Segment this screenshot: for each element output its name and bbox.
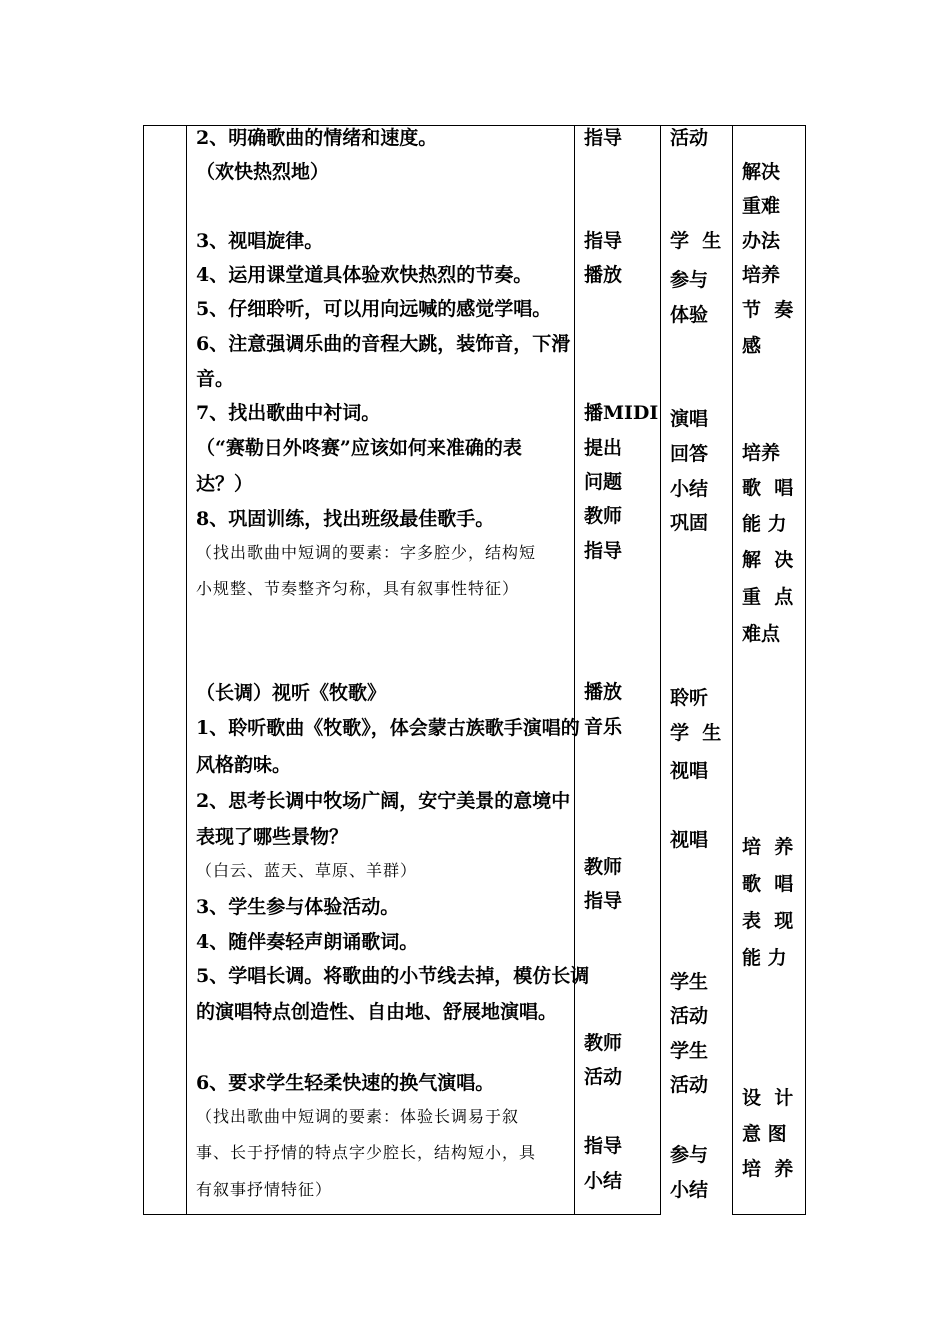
content-note: 小规整、节奏整齐匀称，具有叙事性特征）: [196, 579, 520, 598]
teacher-item: 提出: [584, 437, 623, 459]
intent-item: 意 图: [742, 1123, 787, 1145]
intent-item: 能 力: [742, 947, 787, 969]
teacher-item: 播MIDI: [584, 402, 659, 424]
column-divider-4: [732, 125, 733, 1215]
content-line: 达？）: [196, 473, 254, 495]
intent-item: 培 养: [742, 836, 794, 858]
student-item: 学生: [670, 971, 709, 993]
intent-item: 设 计: [742, 1087, 794, 1109]
content-line: 音。: [196, 368, 235, 390]
intent-item: 培养: [742, 442, 781, 464]
student-item: 学 生: [670, 722, 722, 744]
teacher-item: 播放: [584, 264, 623, 286]
student-item: 学生: [670, 1040, 709, 1062]
intent-item: 解 决: [742, 549, 794, 571]
content-line: （“赛勒日外咚赛”应该如何来准确的表: [196, 437, 522, 459]
intent-item: 解决: [742, 161, 781, 183]
intent-item: 节 奏: [742, 299, 794, 321]
student-item: 体验: [670, 304, 709, 326]
table-border-bottom-right: [732, 1214, 806, 1215]
student-item: 参与: [670, 1144, 709, 1166]
student-item: 聆听: [670, 687, 709, 709]
intent-item: 培养: [742, 264, 781, 286]
intent-item: 能 力: [742, 513, 787, 535]
intent-item: 难点: [742, 623, 781, 645]
student-item: 巩固: [670, 512, 709, 534]
student-item: 学 生: [670, 230, 722, 252]
teacher-item: 指导: [584, 127, 623, 149]
content-line: 4、运用课堂道具体验欢快热烈的节奏。: [196, 264, 533, 286]
column-divider-1: [186, 125, 187, 1215]
teacher-item: 教师: [584, 505, 623, 527]
intent-item: 重 点: [742, 586, 794, 608]
content-note: 事、长于抒情的特点字少腔长，结构短小，具: [196, 1143, 537, 1162]
content-line: 3、视唱旋律。: [196, 230, 324, 252]
content-line: 表现了哪些景物？: [196, 826, 349, 848]
student-item: 活动: [670, 1005, 709, 1027]
table-border-right: [805, 125, 806, 1215]
teacher-item: 指导: [584, 540, 623, 562]
teacher-item: 音乐: [584, 716, 623, 738]
content-line: （欢快热烈地）: [196, 161, 330, 183]
teacher-item: 小结: [584, 1170, 623, 1192]
intent-item: 歌 唱: [742, 873, 794, 895]
teacher-item: 教师: [584, 856, 623, 878]
content-line: 1、聆听歌曲《牧歌》，体会蒙古族歌手演唱的: [196, 717, 580, 739]
intent-item: 重难: [742, 195, 781, 217]
student-item: 视唱: [670, 760, 709, 782]
content-line: 的演唱特点创造性、自由地、舒展地演唱。: [196, 1001, 558, 1023]
table-border-bottom-left: [143, 1214, 661, 1215]
intent-item: 歌 唱: [742, 477, 794, 499]
intent-item: 感: [742, 335, 762, 357]
content-line: 5、学唱长调。将歌曲的小节线去掉，模仿长调: [196, 965, 590, 987]
student-item: 演唱: [670, 408, 709, 430]
table-border-left: [143, 125, 144, 1215]
teacher-item: 指导: [584, 1135, 623, 1157]
content-note: （找出歌曲中短调的要素：体验长调易于叙: [196, 1107, 520, 1126]
column-divider-3: [660, 125, 661, 1215]
content-line: 8、巩固训练，找出班级最佳歌手。: [196, 508, 495, 530]
intent-item: 表 现: [742, 910, 794, 932]
student-item: 回答: [670, 443, 709, 465]
content-line: 6、注意强调乐曲的音程大跳，装饰音，下滑: [196, 333, 571, 355]
teacher-item: 播放: [584, 681, 623, 703]
content-line: 6、要求学生轻柔快速的换气演唱。: [196, 1072, 495, 1094]
student-item: 参与: [670, 269, 709, 291]
content-line: 风格韵味。: [196, 754, 292, 776]
intent-item: 办法: [742, 230, 781, 252]
content-line: 5、仔细聆听，可以用向远喊的感觉学唱。: [196, 298, 552, 320]
intent-item: 培 养: [742, 1158, 794, 1180]
content-line: 7、找出歌曲中衬词。: [196, 402, 381, 424]
content-line: 2、思考长调中牧场广阔，安宁美景的意境中: [196, 790, 571, 812]
student-item: 活动: [670, 1074, 709, 1096]
student-item: 活动: [670, 127, 709, 149]
content-note: （白云、蓝天、草原、羊群）: [196, 861, 418, 880]
student-item: 视唱: [670, 829, 709, 851]
content-note: 有叙事抒情特征）: [196, 1180, 333, 1199]
content-line: （长调）视听《牧歌》: [196, 682, 387, 704]
student-item: 小结: [670, 1179, 709, 1201]
content-line: 4、随伴奏轻声朗诵歌词。: [196, 931, 419, 953]
teacher-item: 问题: [584, 471, 623, 493]
student-item: 小结: [670, 478, 709, 500]
content-line: 2、明确歌曲的情绪和速度。: [196, 127, 438, 149]
content-note: （找出歌曲中短调的要素：字多腔少，结构短: [196, 543, 537, 562]
content-line: 3、学生参与体验活动。: [196, 896, 400, 918]
column-divider-2: [574, 125, 575, 1215]
teacher-item: 活动: [584, 1066, 623, 1088]
teacher-item: 指导: [584, 890, 623, 912]
teacher-item: 指导: [584, 230, 623, 252]
teacher-item: 教师: [584, 1032, 623, 1054]
